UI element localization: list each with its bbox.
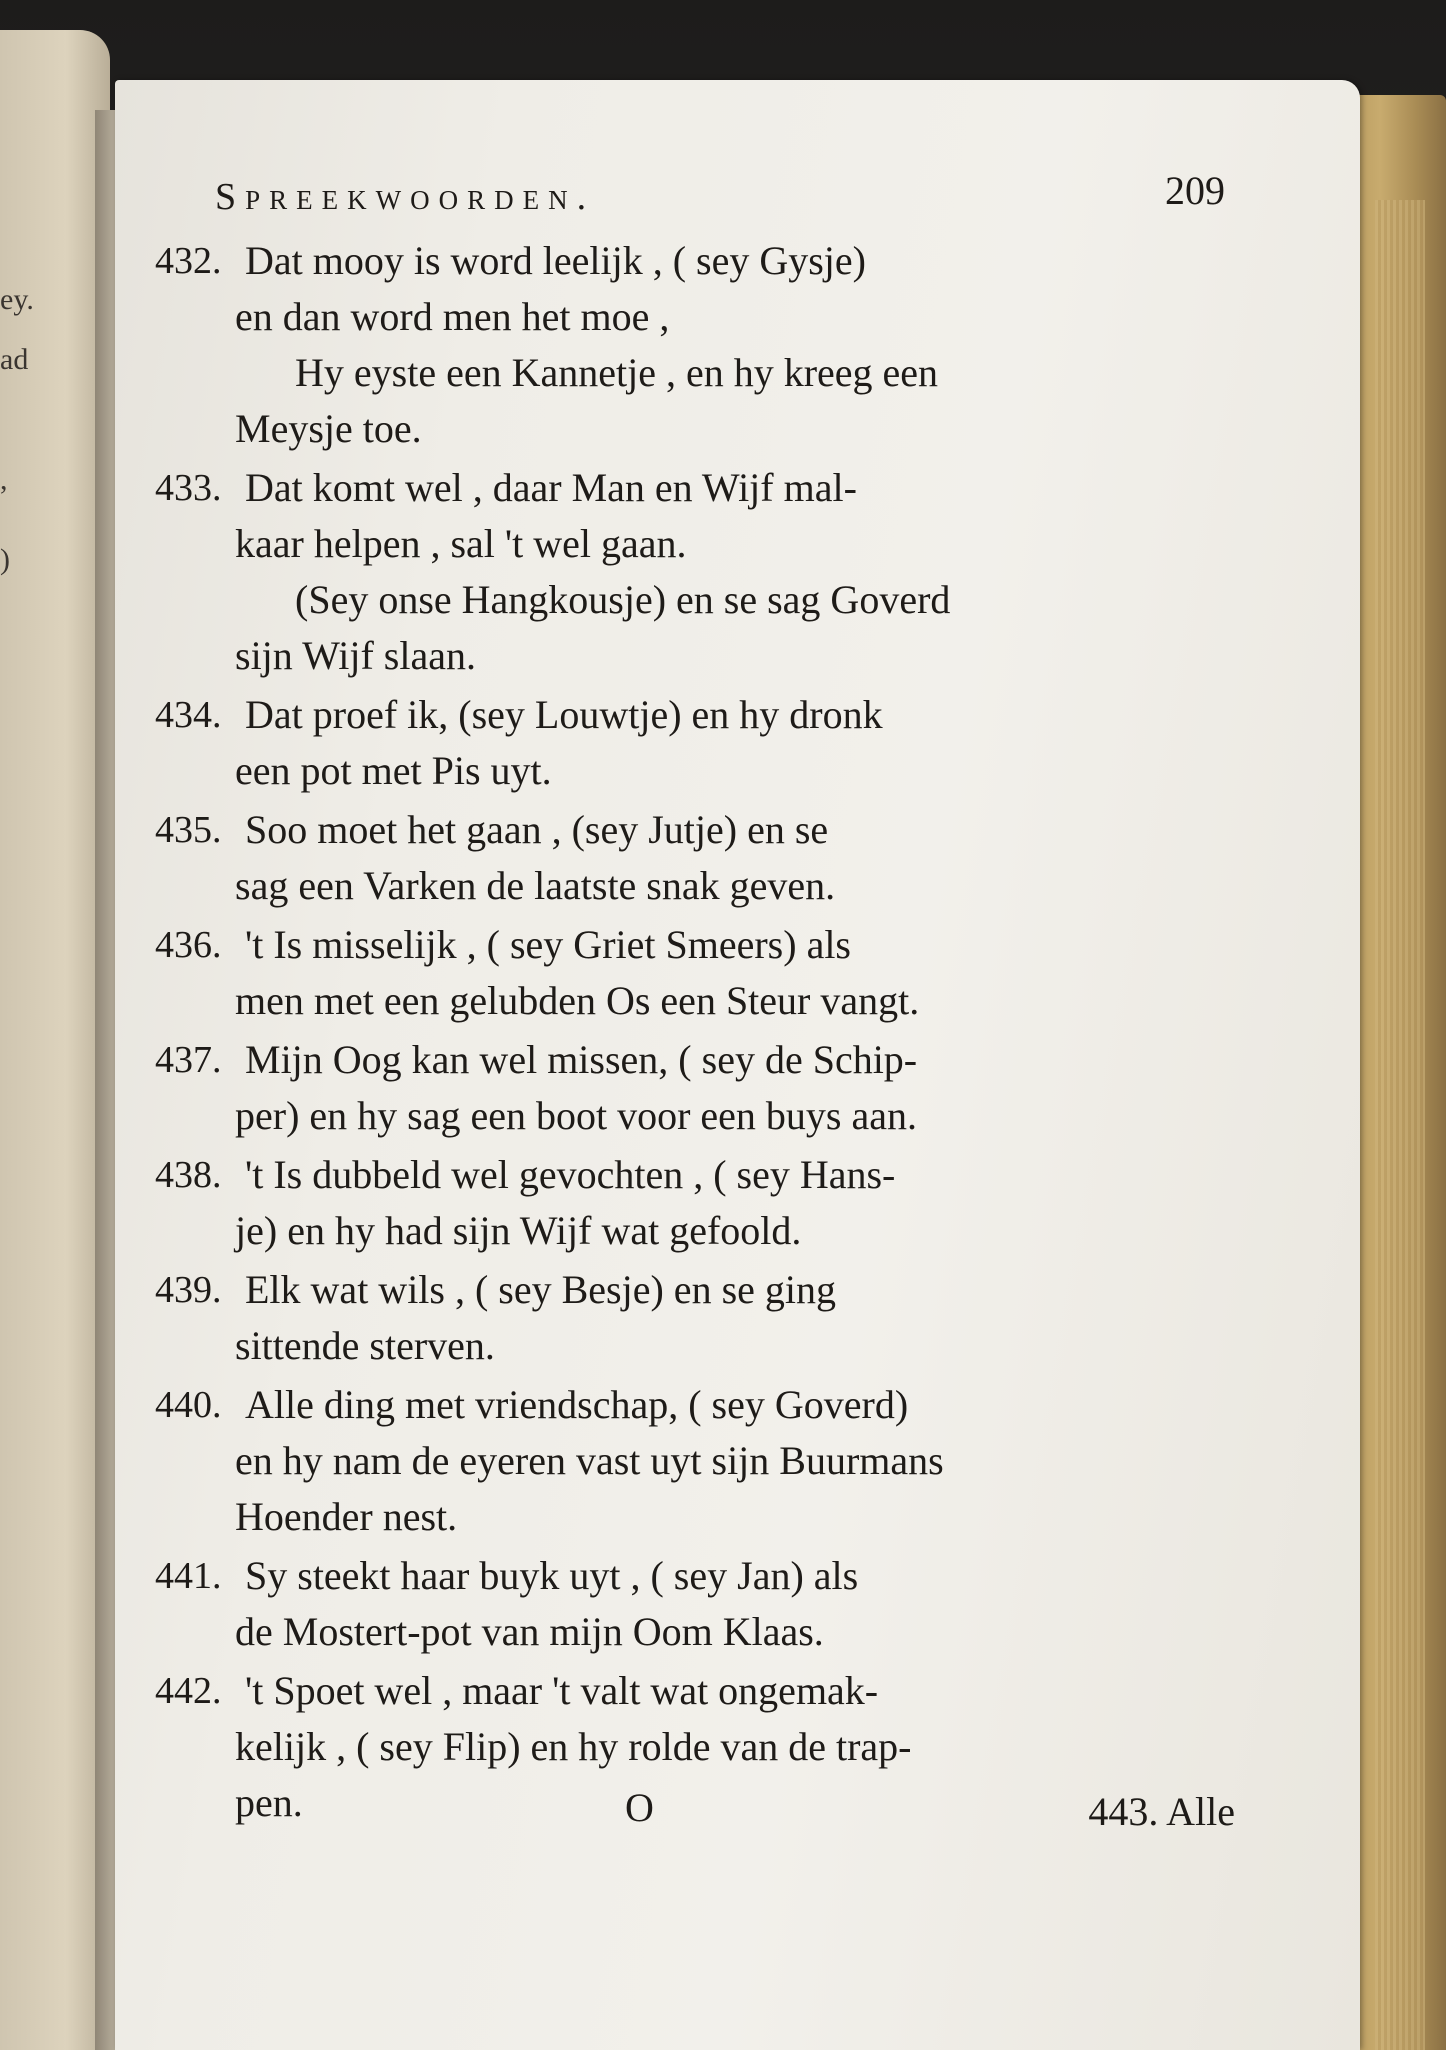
entry-line: 't Is dubbeld wel gevochten , ( sey Hans- bbox=[245, 1152, 896, 1197]
entry-line: en hy nam de eyeren vast uyt sijn Buurmans bbox=[235, 1438, 944, 1483]
entry-line: sag een Varken de laatste snak geven. bbox=[235, 863, 836, 908]
entry-number: 440. bbox=[155, 1384, 222, 1426]
left-fragment: ad bbox=[0, 343, 29, 376]
entry-line: en dan word men het moe , bbox=[235, 294, 670, 339]
entry-line: je) en hy had sijn Wijf wat gefoold. bbox=[235, 1208, 802, 1253]
left-page-text-fragments bbox=[0, 270, 40, 590]
entry-line: Soo moet het gaan , (sey Jutje) en se bbox=[245, 807, 829, 852]
catchword: 443. Alle bbox=[1088, 1789, 1235, 1834]
proverb-entry bbox=[155, 460, 1235, 684]
entry-line: 't Is misselijk , ( sey Griet Smeers) als bbox=[245, 922, 851, 967]
entry-line: de Mostert-pot van mijn Oom Klaas. bbox=[235, 1609, 824, 1654]
page-number: 209 bbox=[1165, 168, 1225, 213]
entry-line: (Sey onse Hangkousje) en se sag Goverd bbox=[295, 577, 951, 622]
proverb-entry bbox=[155, 1262, 1235, 1374]
entry-line: sijn Wijf slaan. bbox=[235, 633, 476, 678]
proverb-entry bbox=[155, 1147, 1235, 1259]
left-fragment: ey. bbox=[0, 283, 34, 316]
entry-line: 't Spoet wel , maar 't valt wat ongemak- bbox=[245, 1668, 879, 1713]
entry-line: kaar helpen , sal 't wel gaan. bbox=[235, 521, 687, 566]
entry-line: Hoender nest. bbox=[235, 1494, 458, 1539]
book-page bbox=[115, 80, 1360, 2050]
entry-line: Meysje toe. bbox=[235, 406, 422, 451]
proverb-entry bbox=[155, 917, 1235, 1029]
proverb-entry bbox=[155, 687, 1235, 799]
running-title: Spreekwoorden. bbox=[215, 176, 596, 218]
entry-number: 432. bbox=[155, 240, 222, 282]
entry-line: Elk wat wils , ( sey Besje) en se ging bbox=[245, 1267, 836, 1312]
page-text bbox=[155, 168, 1235, 1890]
entry-number: 438. bbox=[155, 1154, 222, 1196]
entry-line: Hy eyste een Kannetje , en hy kreeg een bbox=[295, 350, 939, 395]
entry-line: Sy steekt haar buyk uyt , ( sey Jan) als bbox=[245, 1553, 859, 1598]
left-facing-page bbox=[0, 30, 110, 2050]
entry-number: 437. bbox=[155, 1039, 222, 1081]
entry-number: 441. bbox=[155, 1555, 222, 1597]
left-fragment: , bbox=[0, 463, 8, 496]
proverb-entry bbox=[155, 1032, 1235, 1144]
entry-line: sittende sterven. bbox=[235, 1323, 495, 1368]
proverb-entry bbox=[155, 1377, 1235, 1545]
proverb-entry bbox=[155, 1663, 1235, 1831]
entry-line: een pot met Pis uyt. bbox=[235, 748, 552, 793]
entry-line: Dat mooy is word leelijk , ( sey Gysje) bbox=[245, 238, 866, 283]
page-header bbox=[195, 168, 1235, 231]
entry-number: 442. bbox=[155, 1670, 222, 1712]
entry-line: Alle ding met vriendschap, ( sey Goverd) bbox=[245, 1382, 909, 1427]
entry-line: per) en hy sag een boot voor een buys aan. bbox=[235, 1093, 917, 1138]
entry-number: 434. bbox=[155, 694, 222, 736]
entry-number: 435. bbox=[155, 809, 222, 851]
entry-line: kelijk , ( sey Flip) en hy rolde van de trap- bbox=[235, 1724, 912, 1769]
entry-line: pen. bbox=[235, 1780, 303, 1825]
left-fragment: ) bbox=[0, 543, 10, 576]
entry-number: 436. bbox=[155, 924, 222, 966]
page-edges bbox=[1375, 200, 1425, 2050]
proverb-entry bbox=[155, 1548, 1235, 1660]
signature-mark: O bbox=[625, 1785, 654, 1830]
proverb-entry bbox=[155, 233, 1235, 457]
entry-line: Dat proef ik, (sey Louwtje) en hy dronk bbox=[245, 692, 883, 737]
proverb-entry bbox=[155, 802, 1235, 914]
entry-line: Dat komt wel , daar Man en Wijf mal- bbox=[245, 465, 857, 510]
entry-number: 439. bbox=[155, 1269, 222, 1311]
entry-line: men met een gelubden Os een Steur vangt. bbox=[235, 978, 920, 1023]
entry-line: Mijn Oog kan wel missen, ( sey de Schip- bbox=[245, 1037, 918, 1082]
entry-number: 433. bbox=[155, 467, 222, 509]
